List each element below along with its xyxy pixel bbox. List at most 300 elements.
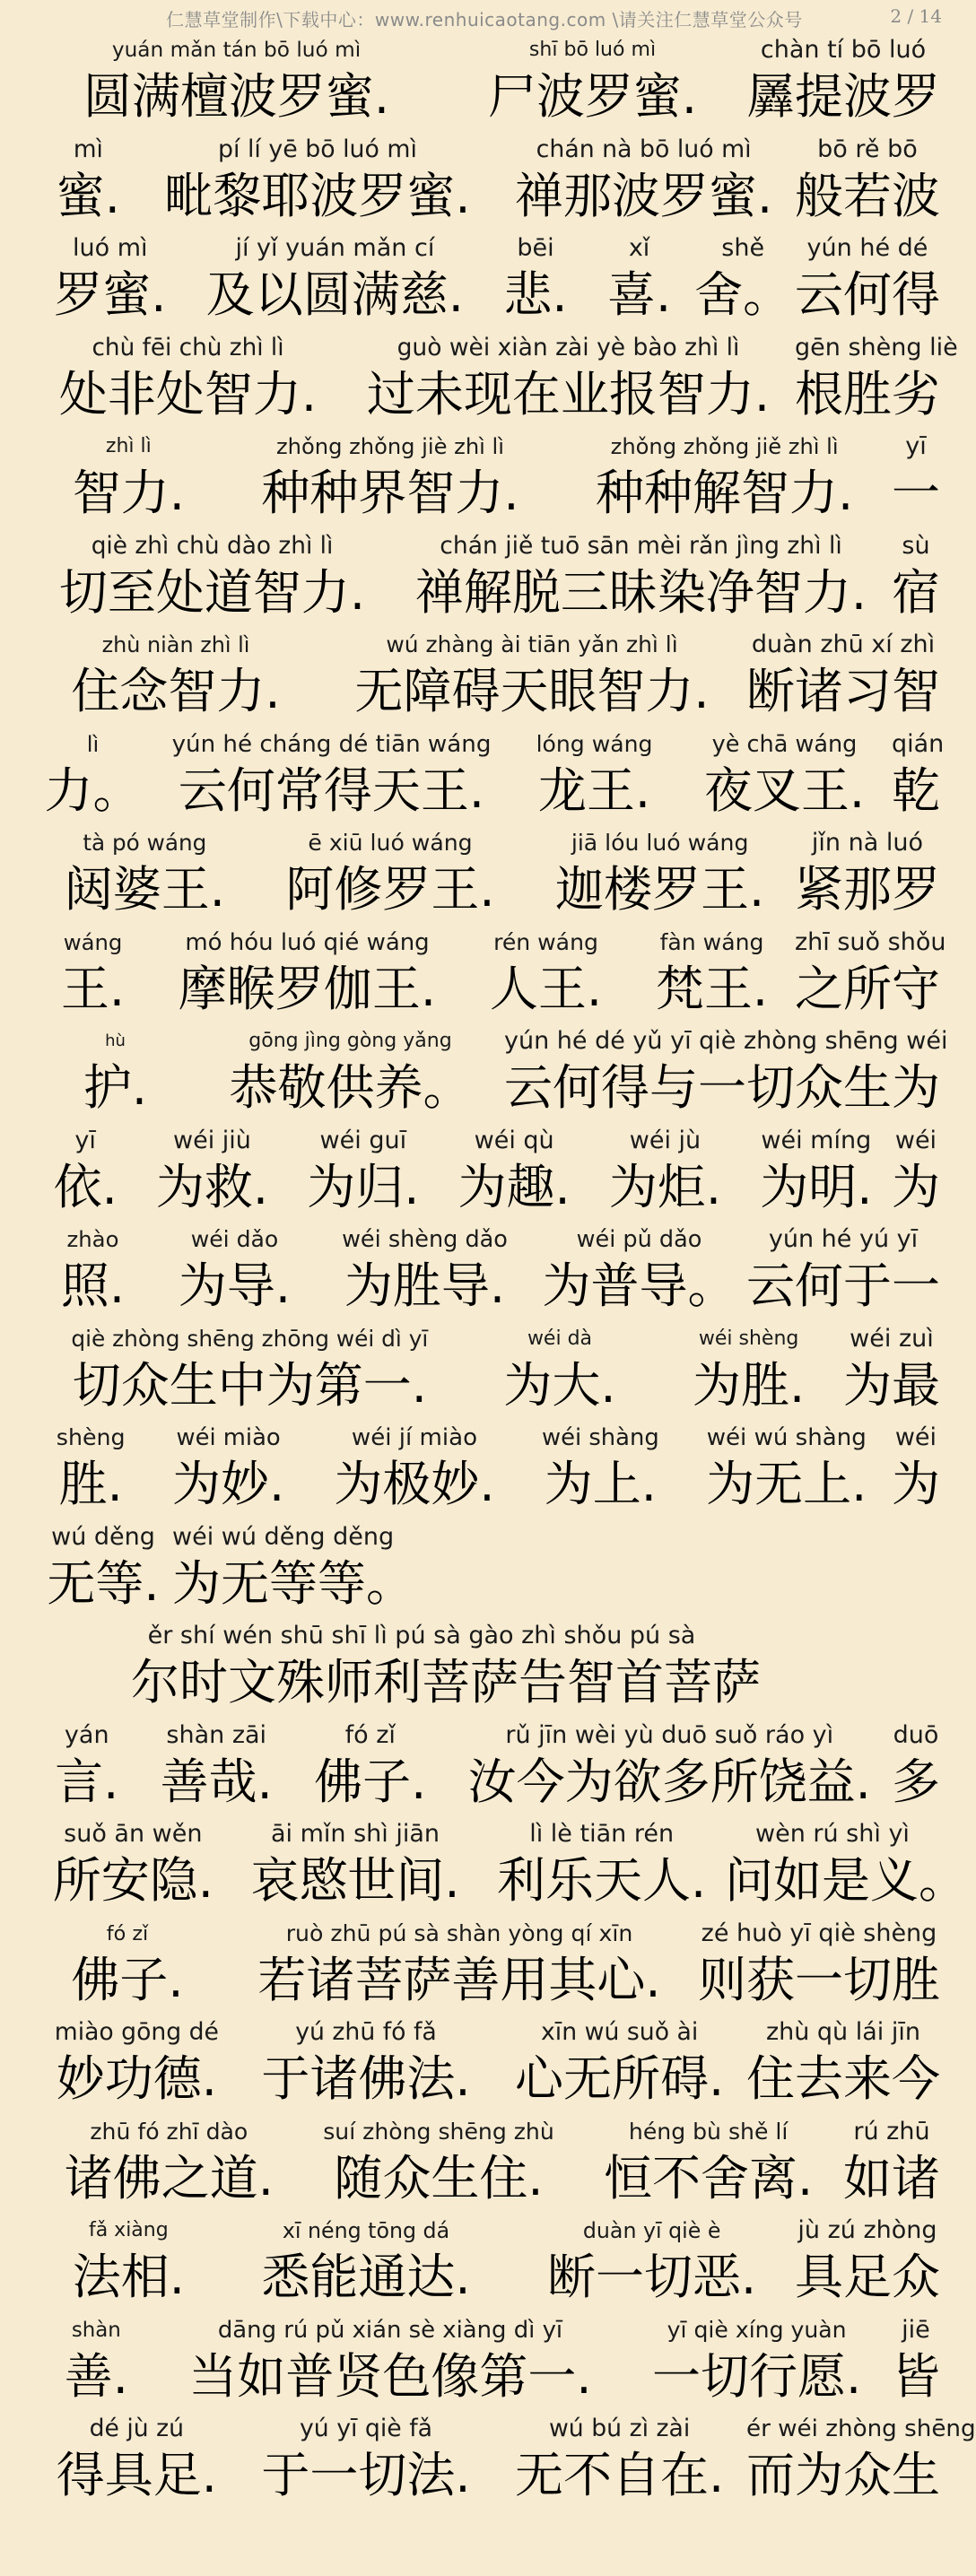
pinyin-annotation: chán jiě tuō sān mèi rǎn jìng zhì lì [440,531,842,560]
phrase [511,730,677,823]
pinyin-annotation: yuán mǎn tán bō luó mì [111,38,362,62]
text-line [34,1027,948,1127]
pinyin-annotation: jiē [902,2315,930,2344]
hanzi-text: 皆 [891,2347,940,2405]
hanzi-text: 为归. [307,1158,420,1215]
phrase [143,135,493,229]
pinyin-annotation: lì [86,730,100,757]
phrase [691,234,795,327]
phrase [439,1127,589,1220]
phrase [741,1127,892,1220]
hanzi-text: 紧那罗 [794,861,940,918]
hanzi-text: 为胜导. [344,1258,506,1314]
hanzi-text: 夜叉王. [703,761,866,819]
phrase [484,234,588,327]
phrase [34,532,390,625]
phrase [463,928,629,1022]
phrase [34,2415,240,2508]
pinyin-annotation: mì [73,135,103,163]
phrase [221,1919,698,2013]
hanzi-text: 若诸菩萨善用其心. [257,1951,661,2008]
pinyin-annotation: sù [902,531,930,560]
pinyin-annotation: dé jù zú [89,2415,184,2442]
phrase [892,1127,940,1220]
phrase [34,334,342,427]
text-line [34,1127,940,1226]
text-line [34,1423,940,1523]
phrase [622,2316,892,2409]
hanzi-text: 恒不舍离. [604,2149,814,2206]
pinyin-annotation: wéi wú shàng [706,1424,867,1451]
phrase [34,1225,152,1318]
phrase [223,2216,510,2310]
pinyin-annotation: jù zú zhòng [797,2216,937,2244]
pinyin-annotation: jǐn nà luó [811,829,923,857]
pinyin-annotation: shèng [56,1424,126,1450]
hanzi-text: 迦楼罗王. [555,861,765,918]
hanzi-text: 一切行愿. [652,2347,862,2405]
hanzi-text: 为救. [155,1158,269,1215]
text-line [34,927,946,1028]
hanzi-text: 罗蜜. [54,266,167,323]
phrase [795,927,946,1022]
text-line [34,1325,940,1424]
hanzi-text: 之所守 [795,960,940,1017]
pinyin-annotation: bō rě bō [817,135,918,163]
phrase [34,1622,761,1715]
hanzi-text: 切至处道智力. [58,563,366,621]
hanzi-text: 哀愍世间. [250,1852,460,1909]
text-line [34,1225,940,1325]
pinyin-annotation: wéi pǔ dǎo [576,1226,702,1253]
hanzi-text: 悉能通达. [261,2249,471,2305]
phrase [795,829,940,922]
phrase [152,928,463,1022]
phrase [629,928,795,1022]
pinyin-annotation: wéi shàng [542,1424,659,1451]
pinyin-annotation: guò wèi xiàn zài yè bào zhì lì [396,333,740,361]
phrase [34,1423,147,1517]
pinyin-annotation: mó hóu luó qié wáng [185,928,430,956]
phrase [196,1027,504,1120]
phrase [34,829,256,922]
pinyin-annotation: shě [721,234,765,262]
phrase [525,829,795,922]
phrase [240,2415,493,2508]
pinyin-annotation: duō [893,1720,939,1749]
hanzi-text: 宿 [892,563,940,621]
phrase [892,532,940,625]
pinyin-annotation: wéi [894,1423,937,1451]
hanzi-text: 梵王. [655,960,769,1017]
hanzi-text: 为炬. [608,1158,722,1215]
hanzi-text: 问如是义。 [724,1852,967,1909]
hanzi-text: 断诸习智 [746,663,940,719]
phrase [892,1423,940,1517]
text-line [34,234,940,334]
phrase [34,432,223,526]
pinyin-annotation: suǒ ān wěn [64,1820,203,1848]
pinyin-annotation: wú děng [51,1522,155,1551]
pinyin-annotation: duàn zhū xí zhì [751,631,936,658]
hanzi-text: 云何于一 [746,1258,940,1314]
pinyin-annotation: wéi guī [319,1126,407,1154]
phrase [892,1721,940,1815]
pinyin-annotation: xīn wú suǒ ài [540,2018,699,2046]
phrase [34,36,439,129]
pinyin-annotation: wú zhàng ài tiān yǎn zhì lì [386,631,678,657]
pinyin-annotation: zhū fó zhī dào [90,2118,248,2145]
hanzi-text: 无等. [47,1554,160,1612]
phrase [892,2316,940,2409]
hanzi-text: 悲. [503,266,568,323]
phrase [746,631,940,724]
hanzi-text: 蜜. [56,167,120,224]
pinyin-annotation: wéi wú děng děng [172,1522,395,1551]
phrase [34,2216,223,2310]
hanzi-text: 护. [83,1059,148,1116]
phrase [34,1325,466,1418]
text-line [34,2316,940,2415]
pinyin-annotation: qiè zhì chù dào zhì lì [91,532,334,560]
hanzi-text: 为妙. [172,1456,285,1512]
hanzi-text: 汝今为欲多所饶益. [467,1753,871,1810]
pinyin-annotation: shī bō luó mì [528,39,657,61]
phrase [34,928,152,1022]
pinyin-annotation: wéi miào [176,1424,281,1451]
hanzi-text: 般若波 [794,167,940,224]
hanzi-text: 闼婆王. [64,861,225,918]
phrase [152,730,511,823]
pinyin-annotation: ē xiū luó wáng [308,830,473,856]
phrase [187,234,484,327]
phrase [448,1721,893,1815]
hanzi-text: 随众生住. [334,2149,544,2206]
hanzi-text: 具足众 [794,2249,940,2305]
hanzi-text: 喜. [606,266,672,323]
text-line [34,829,940,928]
phrase [318,631,746,724]
hanzi-text: 禅解脱三昧染净智力. [414,563,867,621]
phrase [478,1820,725,1913]
hanzi-text: 为 [891,1158,940,1215]
hanzi-text: 则获一切胜 [698,1951,940,2008]
pinyin-annotation: dāng rú pǔ xián sè xiàng dì yī [217,2316,563,2344]
hanzi-text: 心无所碍. [515,2050,725,2107]
pinyin-annotation: wú bú zì zài [548,2415,691,2442]
pinyin-annotation: yú yī qiè fǎ [299,2415,432,2442]
pinyin-annotation: yún hé dé yǔ yī qiè zhòng shēng wéi [504,1027,948,1055]
pinyin-annotation: āi mǐn shì jiān [270,1820,440,1848]
text-line [34,333,958,433]
hanzi-text: 种种解智力. [596,465,854,521]
hanzi-text: 智力. [72,465,185,521]
text-line [34,2018,940,2118]
hanzi-text: 为大. [503,1356,616,1414]
hanzi-text: 照. [60,1258,126,1314]
phrase [746,36,940,129]
pinyin-annotation: yún hé yú yī [768,1225,919,1253]
pinyin-annotation: miào gōng dé [54,2018,219,2046]
pinyin-annotation: pí lí yē bō luó mì [218,135,417,163]
hanzi-text: 毗黎耶波罗蜜. [164,167,471,224]
pinyin-annotation: rén wáng [493,928,598,955]
pinyin-annotation: xī néng tōng dá [282,2218,450,2243]
phrase [293,1721,448,1815]
phrase [136,1127,287,1220]
phrase [223,432,558,526]
hanzi-text: 为最 [842,1356,940,1414]
phrase [745,2415,976,2508]
pinyin-annotation: chán nà bō luó mì [536,135,752,163]
pinyin-annotation: wéi dà [527,1327,593,1350]
pinyin-annotation: ěr shí wén shū shī lì pú sà gào zhì shǒu pú sà [99,1622,696,1649]
text-line [34,432,940,532]
text-line [34,2216,940,2316]
phrase [172,1522,414,1616]
hanzi-text: 阿修罗王. [285,861,495,918]
hanzi-text: 种种界智力. [261,465,519,521]
pinyin-annotation: wáng [63,928,123,955]
pinyin-annotation: bēi [517,234,554,262]
text-line [34,2118,940,2217]
pinyin-annotation: wéi [894,1126,937,1154]
phrase [34,1721,140,1815]
pinyin-annotation: héng bù shě lí [628,2118,789,2145]
pinyin-annotation: wéi shèng dǎo [342,1226,508,1253]
hanzi-text: 善. [64,2347,128,2405]
phrase [509,2216,795,2310]
pinyin-annotation: ér wéi zhòng shēng [745,2415,976,2442]
pinyin-annotation: wèn rú shì yì [755,1820,910,1848]
pinyin-annotation: zhī suǒ shǒu [795,927,946,956]
pinyin-annotation: zé huò yī qiè shèng [701,1919,937,1947]
pinyin-annotation: wéi shèng [698,1327,799,1350]
page-number: 2 / 14 [890,5,942,27]
phrase [240,2018,493,2111]
pinyin-annotation: zhù niàn zhì lì [101,632,250,657]
phrase [892,432,940,526]
pinyin-annotation: yú zhū fó fǎ [295,2018,437,2046]
hanzi-text: 诸佛之道. [64,2149,274,2206]
text-line [34,729,945,830]
hanzi-text: 住念智力. [71,663,281,719]
pinyin-annotation: chàn tí bō luó [760,36,927,64]
phrase [795,333,958,427]
hanzi-text: 而为众生 [745,2447,940,2503]
hanzi-text: 云何得与一切众生为 [504,1059,940,1116]
text-line [34,1820,967,1919]
phrase [159,2316,623,2409]
phrase [34,730,152,823]
phrase [147,1423,309,1517]
phrase [654,1325,843,1418]
hanzi-text: 言. [55,1753,119,1810]
phrase [746,1225,940,1318]
text-line [34,1622,940,1721]
hanzi-text: 无不自在. [515,2447,725,2503]
pinyin-annotation: jiā lóu luó wáng [571,830,749,856]
phrase [682,1423,892,1517]
pinyin-annotation: shàn zāi [166,1720,267,1749]
hanzi-text: 人王. [489,960,603,1017]
hanzi-text: 为普导。 [542,1258,736,1314]
pinyin-annotation: zhì lì [105,435,152,457]
pinyin-annotation: yè chā wáng [711,730,858,758]
phrase [34,631,318,724]
pinyin-annotation: yī [74,1126,96,1154]
phrase [698,1919,940,2013]
phrase [34,1027,196,1120]
text-line [34,532,940,631]
hanzi-text: 为上. [544,1456,657,1512]
hanzi-text: 为无等等。 [172,1554,414,1612]
pinyin-annotation: wéi jiù [173,1126,251,1154]
pinyin-annotation: qiè zhòng shēng zhōng wéi dì yī [71,1325,429,1352]
phrase [304,2118,574,2211]
phrase [309,1423,519,1517]
phrase [724,1820,967,1913]
hanzi-text: 王. [60,960,126,1017]
text-line [34,1721,940,1821]
pinyin-annotation: rǔ jīn wèi yù duō suǒ ráo yì [505,1720,834,1749]
pinyin-annotation: jí yǐ yuán mǎn cí [235,234,435,262]
hanzi-text: 法相. [72,2249,185,2305]
phrase [795,2216,940,2310]
scripture-text [34,36,976,2514]
phrase [843,2118,940,2211]
phrase [492,2018,746,2111]
phrase [390,532,892,625]
hanzi-text: 于一切法. [261,2447,471,2503]
hanzi-text: 佛子. [314,1753,427,1810]
hanzi-text: 多 [892,1753,940,1810]
pinyin-annotation: zhào [66,1226,119,1252]
hanzi-text: 佛子. [71,1951,184,2008]
hanzi-text: 所安隐. [52,1852,214,1909]
phrase [34,2118,304,2211]
phrase [588,234,692,327]
hanzi-text: 一 [891,465,940,521]
phrase [843,1325,940,1418]
phrase [152,1225,318,1318]
hanzi-text: 尸波罗蜜. [487,68,698,125]
pinyin-annotation: tà pó wáng [83,830,207,856]
phrase [34,2018,240,2111]
text-line [34,1523,940,1623]
phrase [34,135,143,229]
hanzi-text: 胜. [58,1456,123,1512]
phrase [140,1721,294,1815]
pinyin-annotation: qián [892,729,945,758]
pinyin-annotation: hù [105,1031,126,1050]
hanzi-text: 为趣. [458,1158,571,1215]
text-line [34,36,940,135]
pinyin-annotation: yún hé cháng dé tiān wáng [171,730,492,758]
pinyin-annotation: lóng wáng [536,730,653,757]
hanzi-text: 依. [53,1158,118,1215]
phrase [34,1523,172,1616]
hanzi-text: 断一切恶. [547,2249,757,2305]
pinyin-annotation: yī [905,432,927,460]
phrase [34,234,187,327]
phrase [34,1820,232,1913]
hanzi-text: 得具足. [56,2447,217,2503]
phrase [795,135,940,229]
pinyin-annotation: fǎ xiàng [88,2219,169,2241]
hanzi-text: 过未现在业报智力. [366,365,771,422]
pinyin-annotation: shàn [71,2318,121,2342]
pinyin-annotation: xǐ [628,234,650,262]
pinyin-annotation: rú zhū [853,2117,930,2145]
pinyin-annotation: fó zǐ [344,1720,396,1749]
hanzi-text: 龙王. [537,761,651,819]
pinyin-annotation: duàn yī qiè è [582,2218,721,2243]
phrase [573,2118,843,2211]
phrase [34,1919,221,2013]
phrase [492,135,795,229]
hanzi-text: 为明. [760,1158,873,1215]
hanzi-text: 羼提波罗 [746,68,940,125]
hanzi-text: 如诸 [842,2149,940,2206]
hanzi-text: 云何常得天王. [178,761,485,819]
phrase [342,334,795,427]
phrase [795,234,940,327]
pinyin-annotation: ruò zhū pú sà shàn yòng qí xīn [285,1919,633,1946]
text-line [34,631,940,730]
hanzi-text: 善哉. [160,1753,273,1810]
hanzi-text: 云何得 [794,266,940,323]
phrase [589,1127,740,1220]
pinyin-annotation: wéi qù [474,1126,554,1154]
phrase [532,1225,746,1318]
hanzi-text: 根胜劣 [795,365,940,422]
pinyin-annotation: lì lè tiān rén [529,1820,675,1848]
hanzi-text: 力。 [44,761,142,819]
pinyin-annotation: gōng jìng gòng yǎng [248,1030,452,1052]
text-line [34,135,940,235]
hanzi-text: 为极妙. [334,1456,495,1512]
phrase [288,1127,439,1220]
hanzi-text: 妙功德. [56,2050,217,2107]
hanzi-text: 禅那波罗蜜. [515,167,773,224]
text-line [34,2415,976,2514]
phrase [504,1027,948,1120]
phrase [892,729,945,823]
pinyin-annotation: zhǒng zhǒng jiè zhì lì [276,434,504,459]
phrase [492,2415,746,2508]
hanzi-text: 为 [891,1456,940,1512]
hanzi-text: 当如普贤色像第一. [188,2347,592,2405]
phrase [34,2316,159,2409]
header-source-text: 仁慧草堂制作\下载中心：www.renhuicaotang.com \请关注仁慧草堂公众号 [166,9,803,30]
hanzi-text: 乾 [892,761,940,819]
pinyin-annotation: wéi míng [761,1126,872,1154]
pinyin-annotation: chù fēi chù zhì lì [92,334,284,361]
text-line [34,1919,940,2019]
pinyin-annotation: gēn shèng liè [795,333,958,361]
pinyin-annotation: wéi jí miào [351,1424,478,1451]
hanzi-text: 处非处智力. [58,365,318,422]
hanzi-text: 圆满檀波罗蜜. [83,68,390,125]
pinyin-annotation: luó mì [73,234,148,262]
pinyin-annotation: yún hé dé [806,234,928,262]
pinyin-annotation: suí zhòng shēng zhù [323,2118,554,2145]
phrase [677,730,892,823]
hanzi-text: 及以圆满慈. [205,266,464,323]
phrase [746,2018,940,2111]
pinyin-annotation: yán [64,1720,109,1749]
